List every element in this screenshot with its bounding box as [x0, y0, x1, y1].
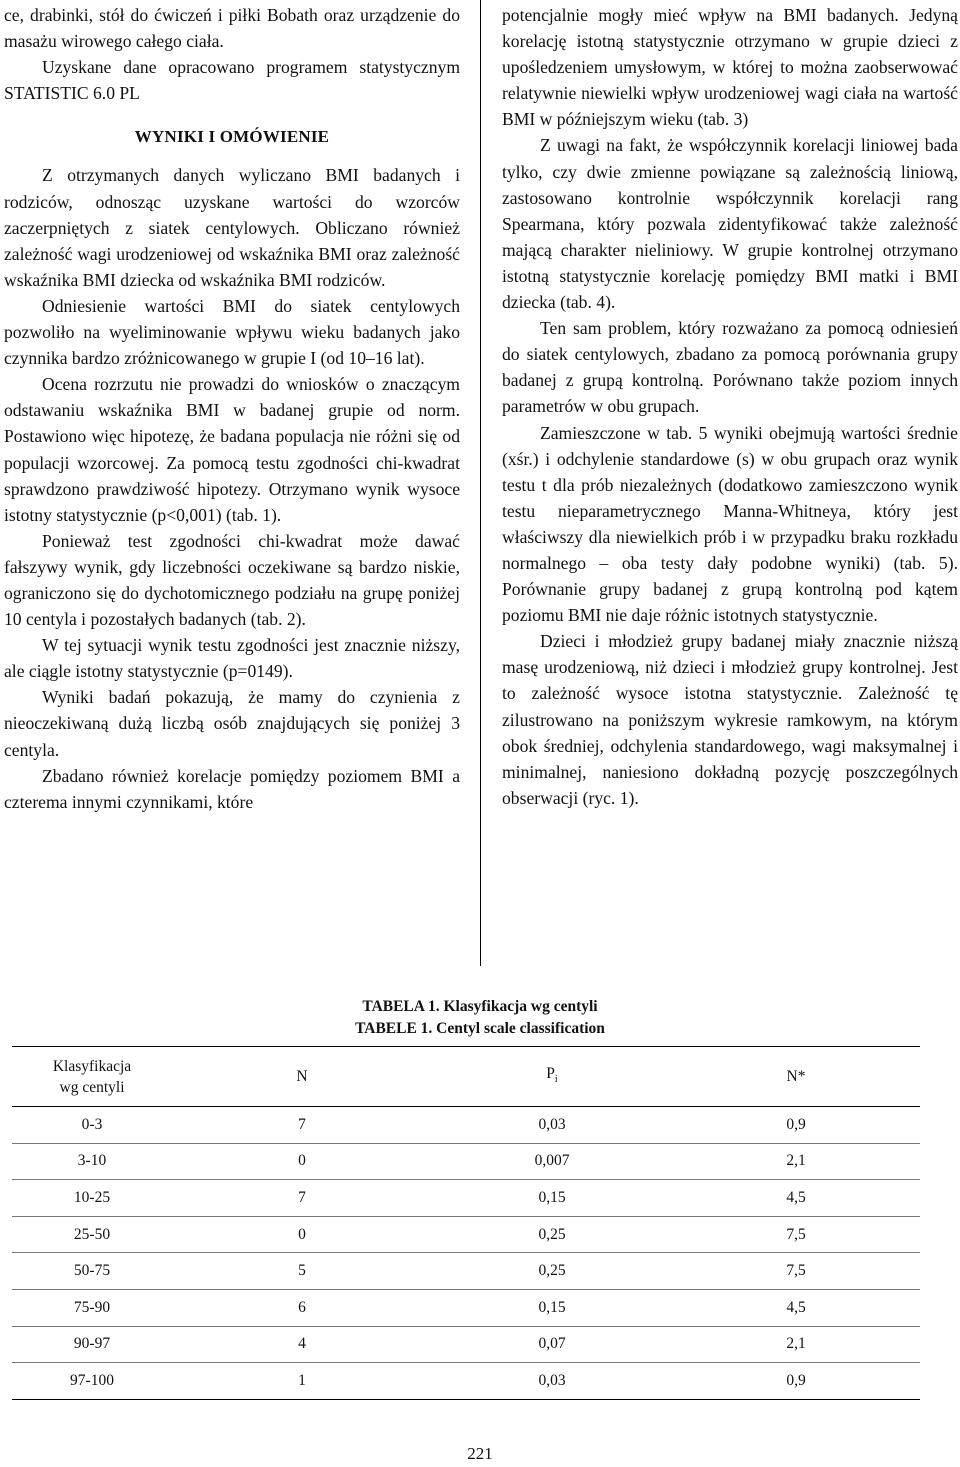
table-body	[12, 1107, 920, 1400]
table-cell: 0-3	[81, 1115, 103, 1133]
table-caption-english: TABELE 1. Centyl scale classification	[355, 1020, 605, 1037]
table-row	[12, 1143, 920, 1180]
table-row	[12, 1326, 920, 1363]
table-cell: 10-25	[73, 1188, 111, 1206]
paragraph: Ten sam problem, który rozważano za pomocą odniesień do siatek centylowych, zbadano za pomocą porównania grupy badanej z grupą kontrolną. Porównano także poziom innych parametrów w obu grupach.	[502, 318, 958, 417]
header-pi-subscript: i	[554, 1074, 558, 1086]
table-row	[12, 1253, 920, 1290]
paragraph: ce, drabinki, stół do ćwiczeń i piłki Bobath oraz urządzenie do masażu wirowego całego ciała.	[4, 5, 460, 52]
table-cell: 50-75	[73, 1262, 111, 1280]
table-caption-polish: TABELA 1. Klasyfikacja wg centyli	[362, 998, 598, 1015]
table-cell: 0,15	[538, 1188, 566, 1206]
paragraph: Ocena rozrzutu nie prowadzi do wniosków o znaczącym odstawaniu wskaźnika BMI w badanej grupie od norm. Postawiono więc hipotezę, że badana populacja nie różni się od populacji wzorcowej. Za pomocą testu zgodności chi-kwadrat sprawdzono prawdziwość hipotezy. Otrzymano wynik wysoce istotny statystycznie (p<0,001) (tab. 1).	[4, 374, 460, 525]
table-row	[12, 1180, 920, 1217]
table-row	[12, 1363, 920, 1400]
table-cell: 0	[298, 1152, 306, 1170]
table-row	[12, 1107, 920, 1144]
paragraph: Zbadano również korelacje pomiędzy poziomem BMI a czterema innymi czynnikami, które	[4, 765, 460, 812]
table-cell: 7	[298, 1188, 306, 1206]
paragraph: Z uwagi na fakt, że współczynnik korelacji liniowej bada tylko, czy dwie zmienne powiązane są zależnością liniową, zastosowano kontrolnie współczynnik korelacji rang Spearmana, który pozwala zidentyfikować także zależność mającą charakter nieliniowy. W grupie kontrolnej otrzymano istotną statystycznie korelację pomiędzy BMI matki i BMI dziecka (tab. 4).	[502, 135, 958, 313]
right-text-column	[502, 2, 958, 811]
table-cell: 7,5	[786, 1262, 806, 1280]
table-cell: 2,1	[786, 1152, 806, 1170]
paragraph: potencjalnie mogły mieć wpływ na BMI badanych. Jedyną korelację istotną statystycznie otrzymano w grupie dzieci z upośledzeniem umysłowym, w której to można zaobserwować relatywnie niewielki wpływ urodzeniowej wagi ciała na wartość BMI w późniejszym wieku (tab. 3)	[502, 5, 958, 130]
table-cell: 0,25	[538, 1225, 566, 1243]
table-row	[12, 1216, 920, 1253]
table-cell: 90-97	[73, 1335, 111, 1353]
table-cell: 0,007	[534, 1152, 570, 1170]
table-cell: 0,07	[538, 1335, 566, 1353]
paragraph: Uzyskane dane opracowano programem statystycznym STATISTIC 6.0 PL	[4, 57, 460, 104]
paragraph: Dzieci i młodzież grupy badanej miały znacznie niższą masę urodzeniową, niż dzieci i młodzież grupy kontrolnej. Jest to zależność wysoce istotna statystycznie. Zależność tę zilustrowano na poniższym wykresie ramkowym, na którym obok średniej, odchylenia standardowego, wagi maksymalnej i minimalnej, naniesiono dokładną pozycję poszczególnych obserwacji (ryc. 1).	[502, 631, 958, 808]
table-cell: 5	[298, 1262, 306, 1280]
paragraph: W tej sytuacji wynik testu zgodności jest znacznie niższy, ale ciągle istotny statystycznie (p=0149).	[4, 635, 460, 682]
table-cell: 0,9	[786, 1371, 806, 1389]
table-cell: 75-90	[73, 1298, 111, 1316]
table-cell: 3-10	[77, 1152, 107, 1170]
page-number: 221	[467, 1444, 493, 1463]
header-classification-line2: wg centyli	[59, 1078, 125, 1096]
header-pi	[432, 1047, 672, 1107]
table-row	[12, 1289, 920, 1326]
table-cell: 0,03	[538, 1115, 566, 1133]
paragraph: Wyniki badań pokazują, że mamy do czynienia z nieoczekiwaną dużą liczbą osób znajdujących się poniżej 3 centyla.	[4, 687, 460, 760]
header-pi-main: P	[546, 1064, 555, 1082]
table-cell: 2,1	[786, 1335, 806, 1353]
paragraph: Odniesienie wartości BMI do siatek centylowych pozwoliło na wyeliminowanie wpływu wieku badanych jako czynnika bardzo zróżnicowanego w grupie I (od 10–16 lat).	[4, 295, 460, 369]
table-cell: 4,5	[786, 1188, 806, 1206]
table-caption	[0, 996, 960, 1040]
table-cell: 0,9	[786, 1115, 806, 1133]
table-cell: 0,15	[538, 1298, 566, 1316]
column-divider	[480, 0, 481, 966]
table-cell: 4	[298, 1335, 306, 1353]
table-cell: 0,25	[538, 1262, 566, 1280]
table-cell: 0,03	[538, 1371, 566, 1389]
paragraph: Ponieważ test zgodności chi-kwadrat może dawać fałszywy wynik, gdy liczebności oczekiwane są bardzo niskie, ograniczono się do dychotomicznego podziału na grupę poniżej 10 centyla i pozostałych badanych (tab. 2).	[4, 530, 460, 630]
header-classification	[12, 1047, 172, 1107]
table-cell: 0	[298, 1225, 306, 1243]
section-heading: WYNIKI I OMÓWIENIE	[134, 127, 330, 147]
paragraph: Z otrzymanych danych wyliczano BMI badanych i rodziców, odnosząc uzyskane wartości do wzorców zaczerpniętych z siatek centylowych. Obliczano również zależność wagi urodzeniowej od wskaźnika BMI oraz zależność wskaźnika BMI dziecka od wskaźnika BMI rodziców.	[4, 165, 460, 290]
table-cell: 7,5	[786, 1225, 806, 1243]
table-cell: 7	[298, 1115, 306, 1133]
header-n-expected: N*	[786, 1068, 806, 1085]
table-cell: 4,5	[786, 1298, 806, 1316]
left-text-column	[4, 2, 460, 815]
table-header-row	[12, 1047, 920, 1107]
header-classification-line1: Klasyfikacja	[52, 1057, 132, 1075]
table-cell: 1	[298, 1371, 306, 1389]
table-cell: 97-100	[70, 1371, 114, 1389]
header-n: N	[296, 1068, 308, 1085]
table-cell: 6	[298, 1298, 306, 1316]
centile-classification-table	[12, 1046, 920, 1400]
paragraph: Zamieszczone w tab. 5 wyniki obejmują wartości średnie (xśr.) i odchylenie standardowe (s) w obu grupach oraz wynik testu t dla prób niezależnych (dodatkowo zamieszczono wynik testu nieparametrycznego Manna-Whitneya, który jest właściwszy dla niewielkich prób i w przypadku braku rozkładu normalnego – oba testy dały podobne wyniki) (tab. 5). Porównanie grupy badanej z grupą kontrolną pod kątem poziomu BMI nie daje różnic istotnych statystycznie.	[502, 422, 958, 626]
table-cell: 25-50	[73, 1225, 111, 1243]
